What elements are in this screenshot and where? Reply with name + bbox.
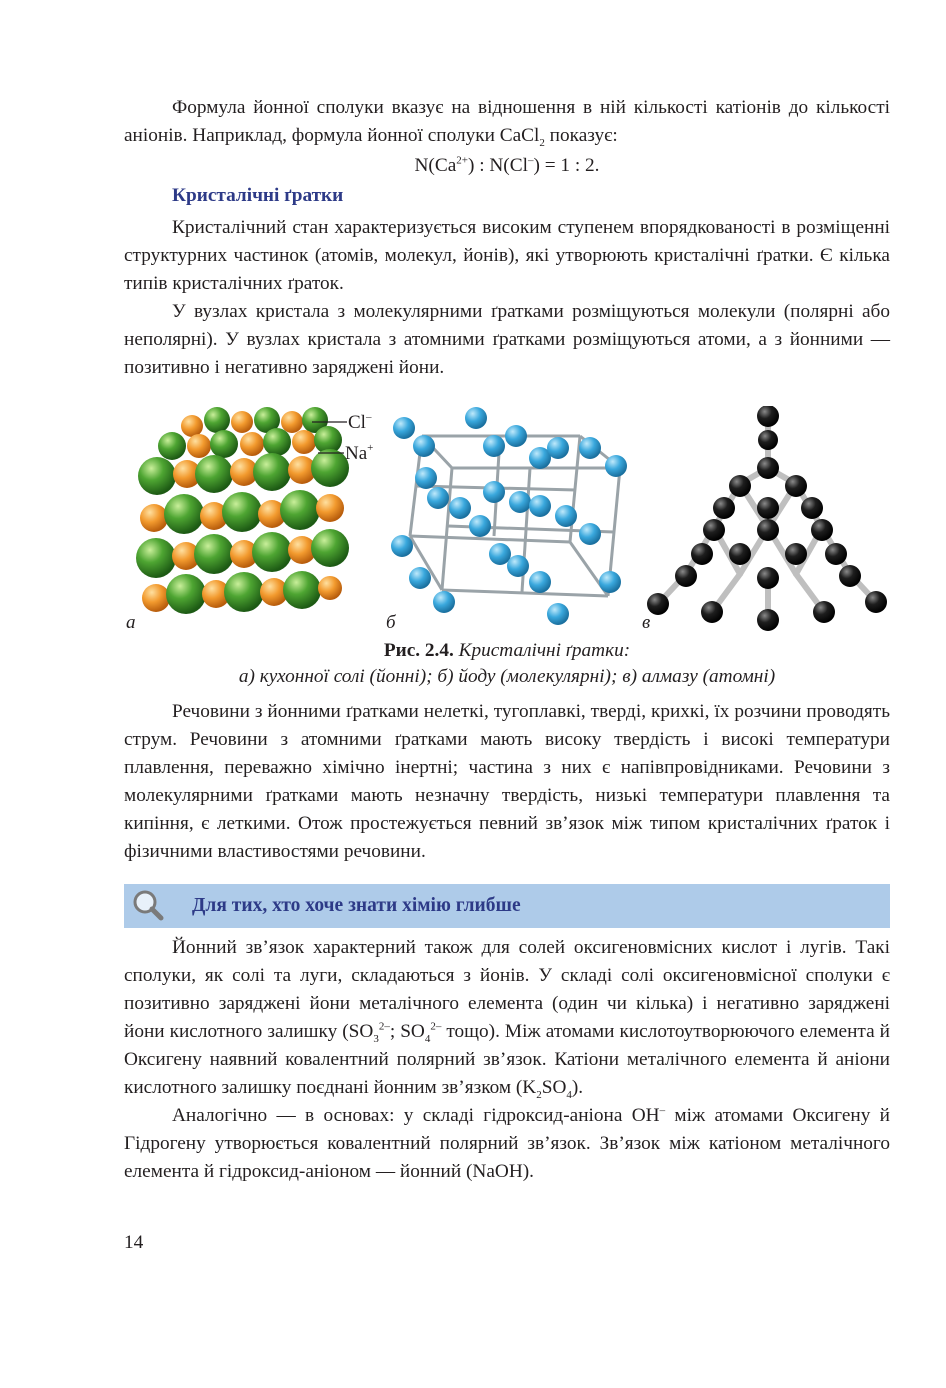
page-number: 14 [124, 1232, 144, 1253]
caption-description: а) кухонної солі (йонні); б) йоду (молекулярні); в) алмазу (атомні) [238, 666, 776, 687]
banner-title: Для тих, хто хоче знати хімію глибше [192, 895, 521, 916]
magnifier-icon [130, 888, 166, 924]
crystal-paragraph-2: У вузлах кристала з молекулярними ґратками розміщуються молекули (полярні або неполярні). У вузлах кристала з атомними ґратками розміщуються атоми, а з йонними — позитивно і негативно заряджені йони. [124, 301, 890, 378]
properties-paragraph: Речовини з йонними ґратками нелеткі, тугоплавкі, тверді, крихкі, їх розчини проводять струм. Речовини з атомними ґратками мають високу твердість і високі температури плавлення, переважно хімічно інертні; частина з них є напівпровідниками. Речовини з молекулярними ґратками мають незначну твердість, низькі температури плавлення та кипіння, є леткими. Отож простежується певний зв’язок між типом кристалічних ґраток і фізичними властивостями речовини. [124, 701, 890, 862]
iodine-lattice-image [390, 406, 640, 632]
na-ion-label: Na+ [345, 442, 374, 464]
nacl-spheres [136, 407, 349, 614]
crystal-lattice-figure [124, 406, 890, 632]
diamond-lattice-image [644, 406, 894, 632]
deeper-paragraph-2: Аналогічно — в основах: у складі гідроксид-аніона OH– між атомами Оксигену й Гідрогену утворюється ковалентний полярний зв’язок. Зв’язок між катіоном металічного елемента й гідроксид-аніоном — йонний (NaOH). [124, 1104, 890, 1182]
nacl-lattice-image [132, 406, 382, 632]
figure-caption [124, 638, 890, 690]
deeper-paragraph-1: Йонний зв’язок характерний також для солей оксигеновмісних кислот і лугів. Такі сполуки, як солі та луги, складаються з йонів. У складі солі оксигеновмісної сполуки є позитивно заряджені йони металічного елемента (один чи кілька) і негативно заряджені йони кислотного залишку ($SO_3^{2-}$; $SO_4^{2-}$ тощо). Між атомами кислотоутворюючого елемента й Оксигену наявний ковалентний полярний зв’язок. Катіони металічного елемента й аніони кислотного залишку поєднані йонним зв’язком $(K_2SO_4)$. [124, 937, 890, 1101]
figure-letter-a: а [126, 612, 136, 633]
caption-title: Кристалічні ґратки: [458, 640, 631, 661]
page-content [124, 94, 890, 1186]
crystal-paragraph-1: Кристалічний стан характеризується високим ступенем впорядкованості в розміщенні структурних частинок (атомів, молекул, йонів), які утворюють кристалічні ґратки. Є кілька типів кристалічних ґраток. [124, 217, 890, 294]
ratio-formula: $N(Ca^{2+})$ : N(Cl–) = 1 : 2. [414, 154, 600, 176]
section-heading: Кристалічні ґратки [172, 185, 344, 206]
figure-letter-b: б [386, 612, 396, 633]
deeper-banner [124, 884, 890, 928]
intro-paragraph: Формула йонної сполуки вказує на відношення в ній кількості катіонів до кількості аніонів. Наприклад, формула йонної сполуки CaCl$_2$ показує: [124, 97, 890, 149]
cl-ion-label: Cl– [348, 411, 372, 433]
figure-letter-v: в [642, 612, 651, 633]
caption-label: Рис. 2.4. [383, 640, 454, 661]
